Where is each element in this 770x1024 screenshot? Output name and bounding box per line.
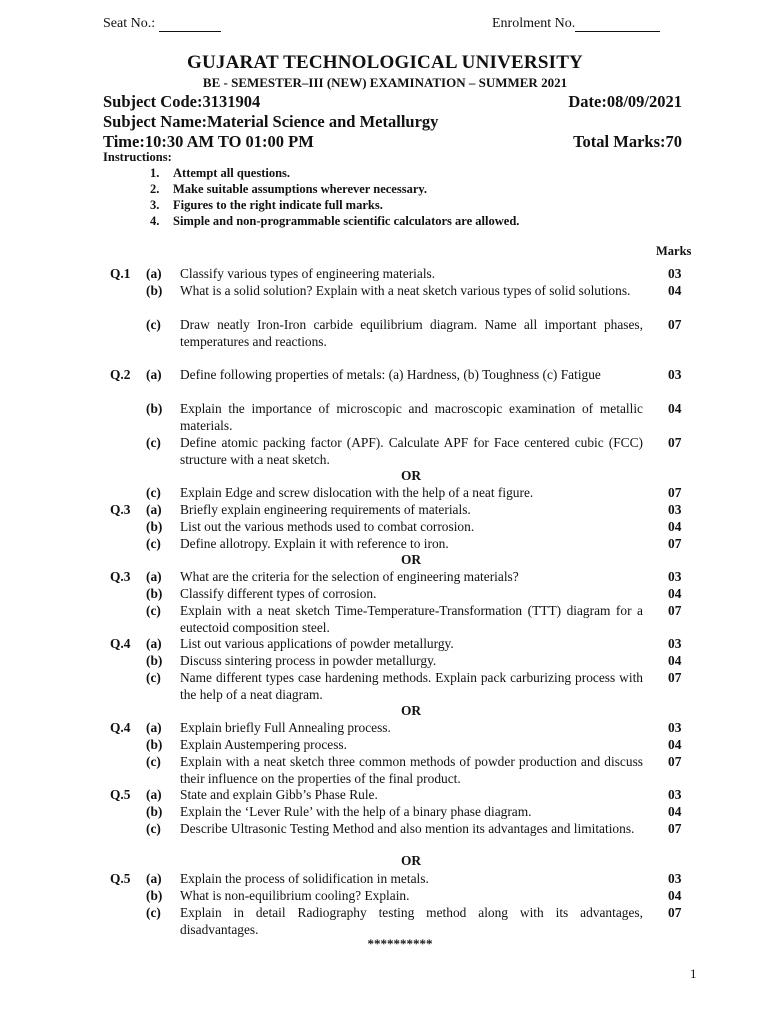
- instruction-item: 4. Simple and non-programmable scientific calculators are allowed.: [150, 214, 520, 228]
- exam-title: BE - SEMESTER–III (NEW) EXAMINATION – SUMMER 2021: [202, 75, 568, 90]
- subject-name: Subject Name:Material Science and Metallurgy: [103, 112, 439, 131]
- exam-date: Date:08/09/2021: [568, 92, 682, 111]
- instruction-item: 2. Make suitable assumptions wherever necessary.: [150, 182, 428, 196]
- instruction-item: 1. Attempt all questions.: [150, 166, 291, 180]
- or-separator: OR: [400, 468, 422, 483]
- end-marker: **********: [367, 936, 433, 951]
- seat-number-field: [103, 16, 221, 32]
- instruction-item: 3. Figures to the right indicate full marks.: [150, 198, 383, 212]
- or-separator: OR: [400, 552, 422, 567]
- or-separator: OR: [400, 703, 422, 718]
- enrolment-number-label: Enrolment No.: [492, 16, 576, 31]
- total-marks: Total Marks:70: [573, 132, 682, 151]
- subject-code: Subject Code:3131904: [103, 92, 261, 111]
- enrolment-number-field: [492, 16, 660, 32]
- instructions-heading: Instructions:: [103, 150, 172, 164]
- university-title: GUJARAT TECHNOLOGICAL UNIVERSITY: [187, 52, 583, 73]
- page-number: 1: [690, 966, 697, 981]
- or-separator: OR: [400, 853, 422, 868]
- enrolment-number-blank: [575, 17, 660, 32]
- seat-number-label: Seat No.:: [103, 16, 156, 31]
- marks-column-heading: Marks: [656, 244, 692, 258]
- exam-time: Time:10:30 AM TO 01:00 PM: [103, 132, 314, 151]
- seat-number-blank: [159, 17, 221, 32]
